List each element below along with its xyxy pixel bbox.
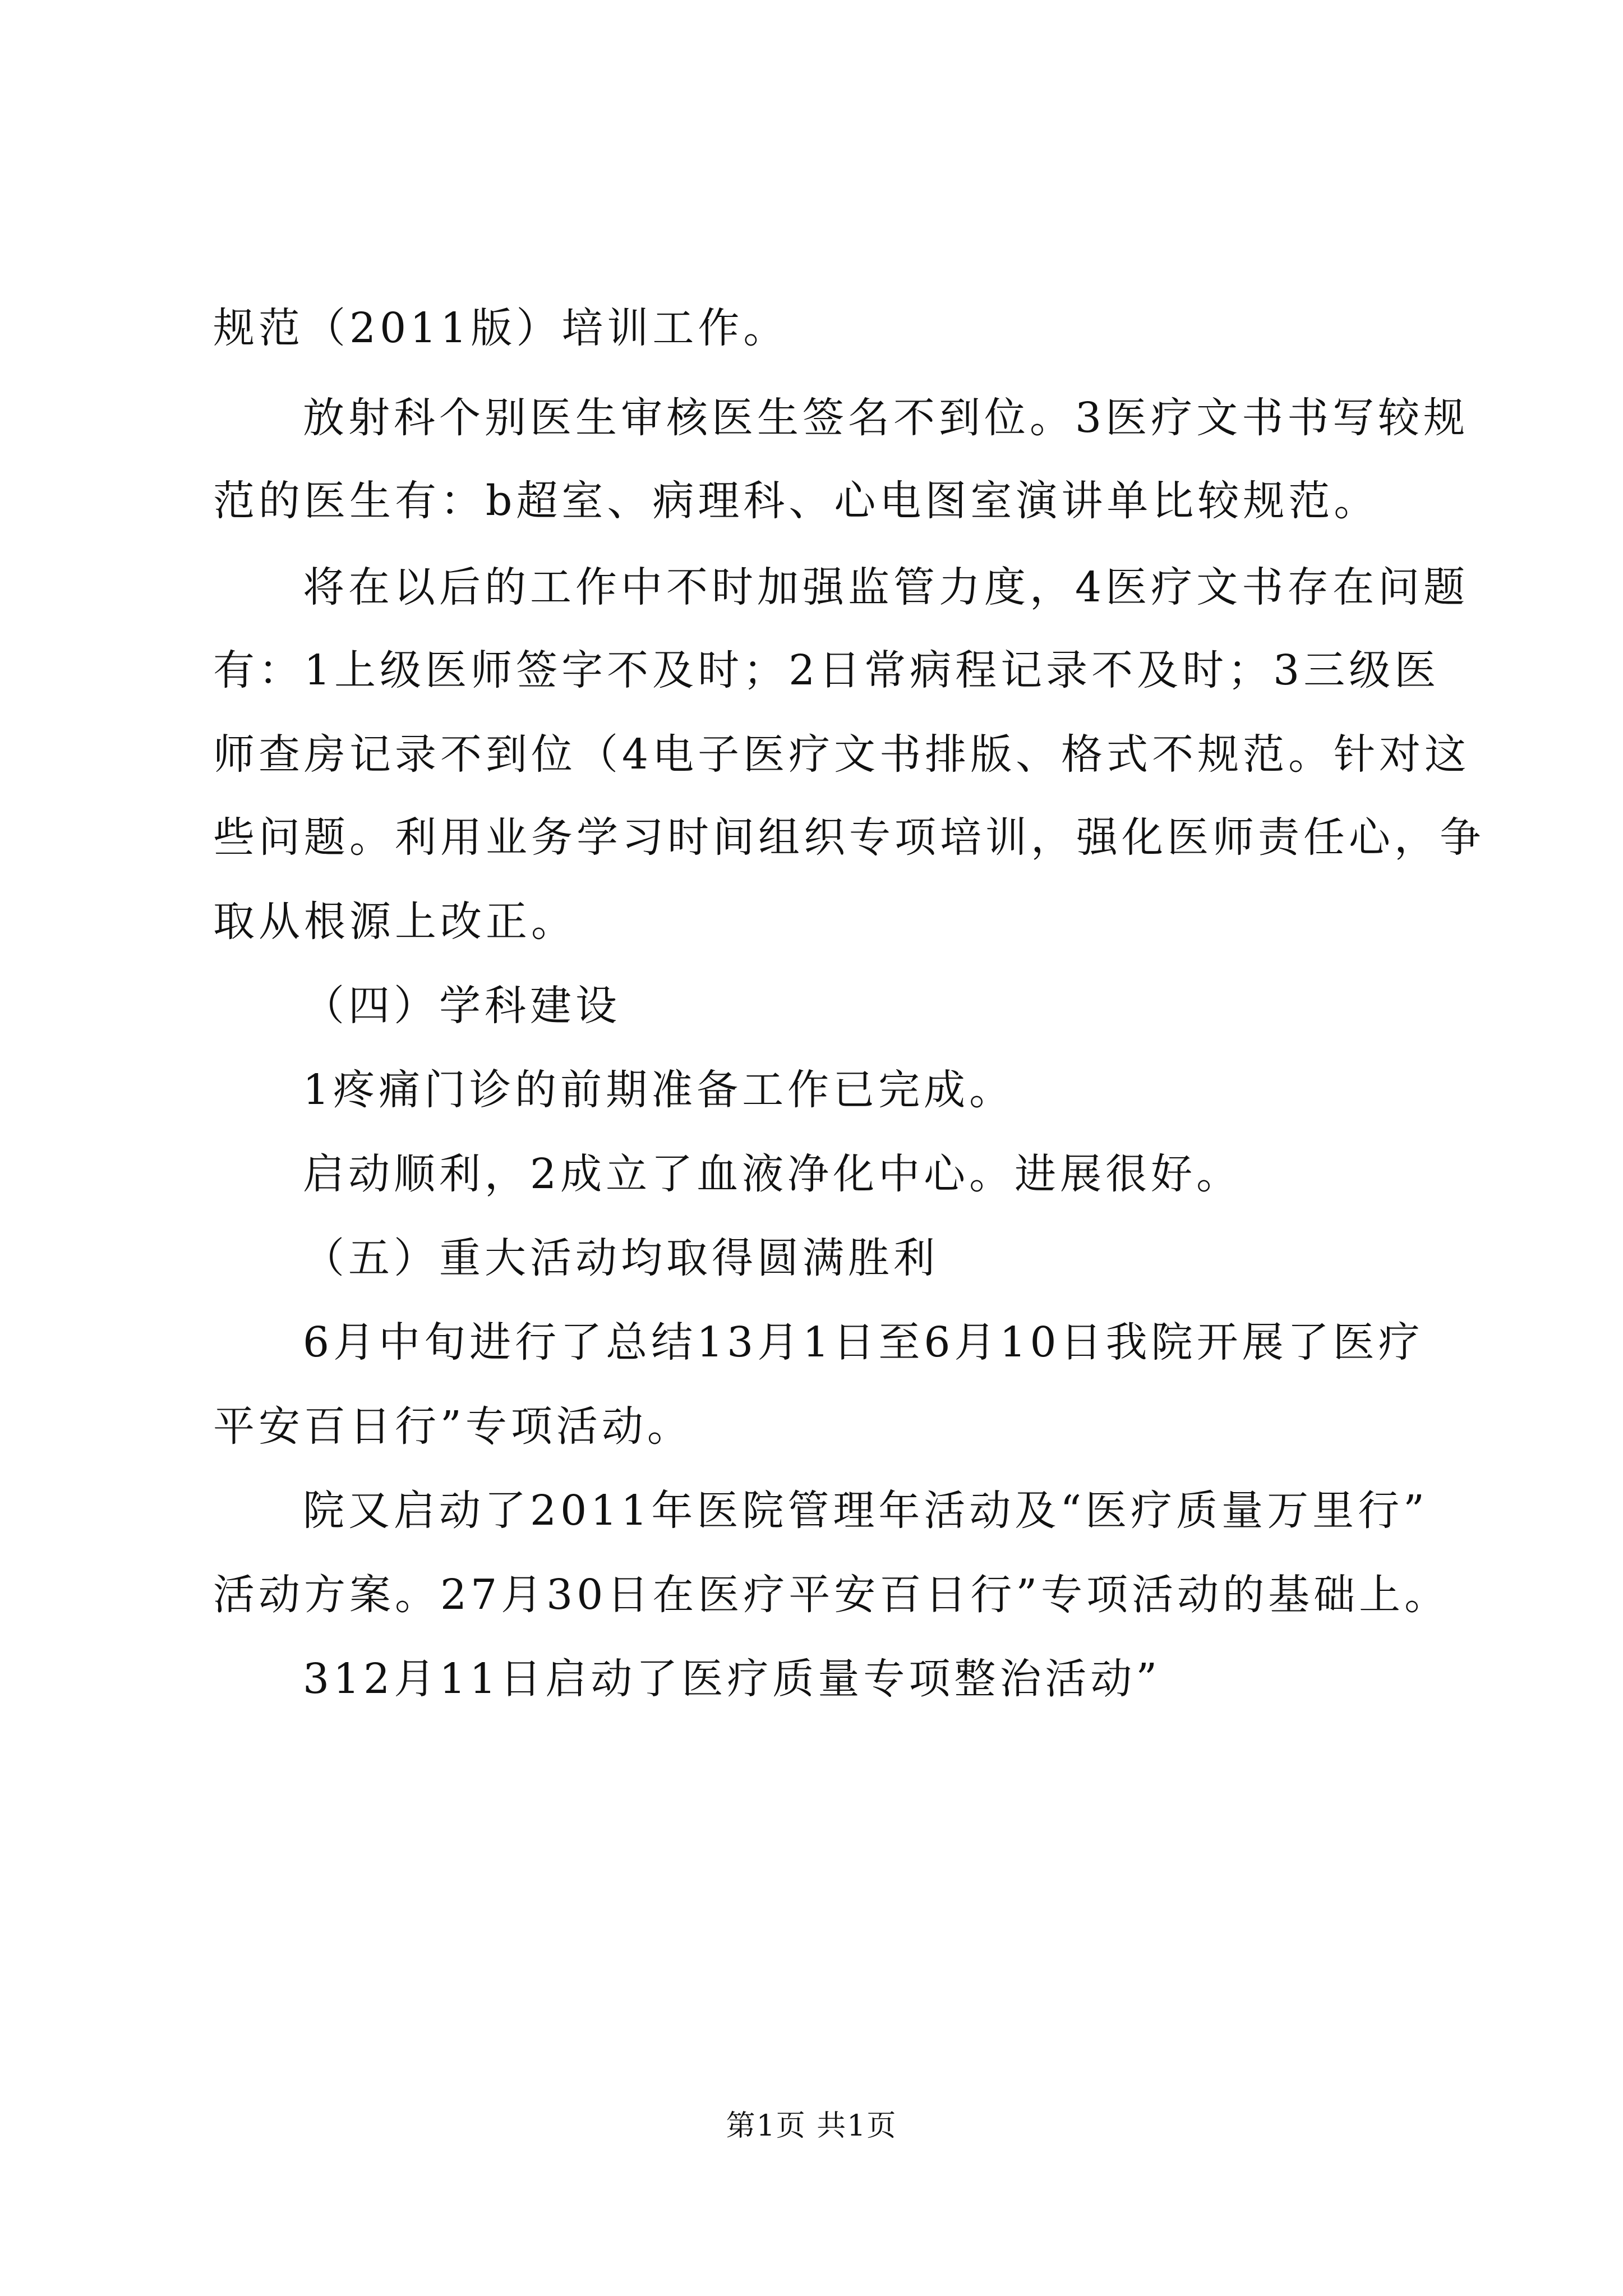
section-heading: （四）学科建设 [303, 982, 621, 1030]
text-line: 有：1上级医师签字不及时；2日常病程记录不及时；3三级医 [213, 646, 1440, 694]
text-line: 取从根源上改正。 [213, 898, 577, 946]
text-line: 将在以后的工作中不时加强监管力度，4医疗文书存在问题 [303, 563, 1469, 611]
text-line: 平安百日行”专项活动。 [213, 1402, 693, 1451]
text-line: 1疼痛门诊的前期准备工作已完成。 [303, 1066, 1015, 1114]
text-line: 活动方案。27月30日在医疗平安百日行”专项活动的基础上。 [213, 1571, 1450, 1619]
text-line: 规范（2011版）培训工作。 [213, 304, 789, 352]
text-line: 6月中旬进行了总结13月1日至6月10日我院开展了医疗 [303, 1318, 1424, 1366]
text-line: 范的医生有：b超室、病理科、心电图室演讲单比较规范。 [213, 477, 1380, 525]
text-line: 院又启动了2011年医院管理年活动及“医疗质量万里行” [303, 1487, 1428, 1535]
page-footer: 第1页 共1页 [726, 2109, 897, 2143]
text-line: 312月11日启动了医疗质量专项整治活动” [303, 1655, 1161, 1703]
text-line: 师查房记录不到位（4电子医疗文书排版、格式不规范。针对这 [213, 730, 1470, 779]
text-line: 启动顺利，2成立了血液净化中心。进展很好。 [303, 1150, 1242, 1198]
text-line: 放射科个别医生审核医生签名不到位。3医疗文书书写较规 [303, 394, 1469, 442]
text-line: 些问题。利用业务学习时间组织专项培训，强化医师责任心，争 [213, 813, 1485, 862]
section-heading: （五）重大活动均取得圆满胜利 [303, 1234, 939, 1282]
